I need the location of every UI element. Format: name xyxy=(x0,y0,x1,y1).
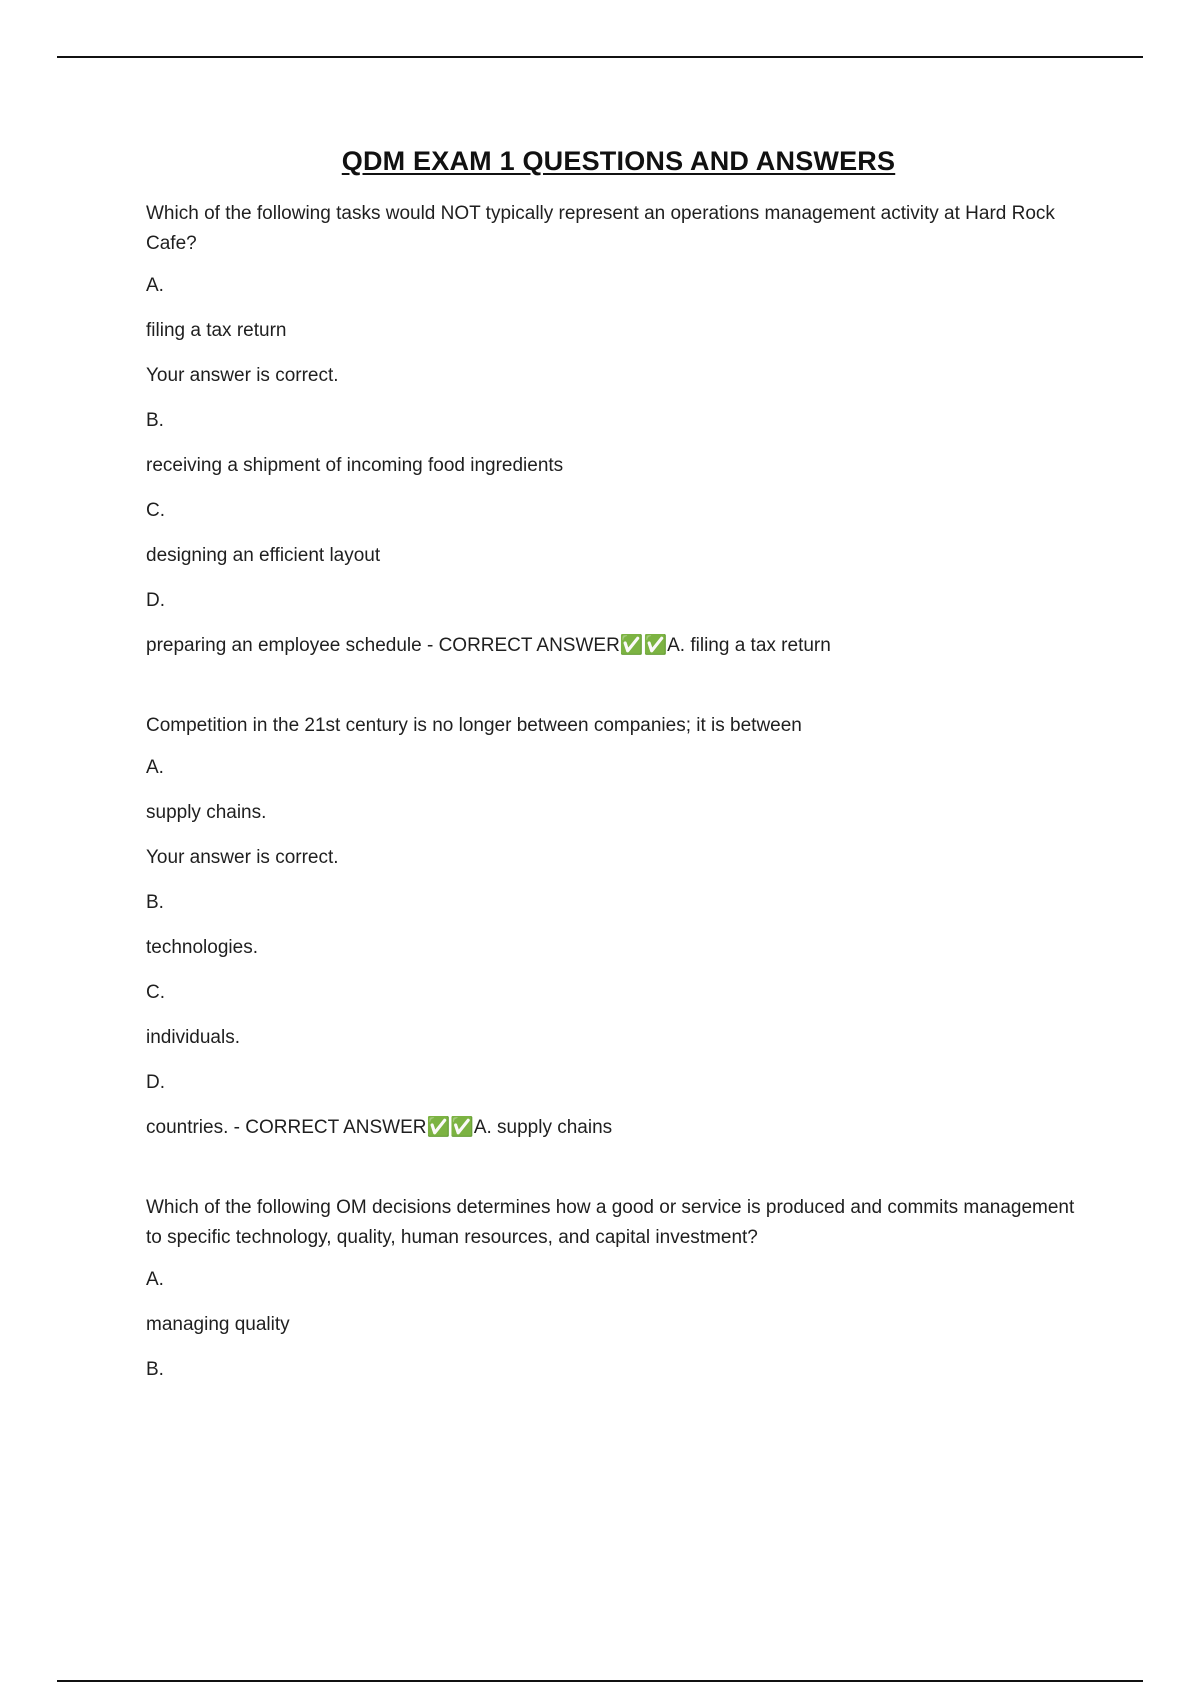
option-letter-b: B. xyxy=(146,892,164,913)
option-letter-c: C. xyxy=(146,500,165,521)
correct-answer-text: A. supply chains xyxy=(473,1117,613,1138)
option-letter-a: A. xyxy=(146,1269,164,1290)
option-text-a: managing quality xyxy=(146,1314,290,1335)
question-block-3 xyxy=(146,1193,1091,1382)
option-text-b: receiving a shipment of incoming food ingredients xyxy=(146,455,564,476)
option-text-c: designing an efficient layout xyxy=(146,545,381,566)
document-body xyxy=(146,146,1091,1403)
option-letter-c: C. xyxy=(146,982,165,1003)
option-text-b: technologies. xyxy=(146,937,258,958)
option-letter-d: D. xyxy=(146,590,165,611)
question-text: Competition in the 21st century is no longer between companies; it is between xyxy=(146,715,802,736)
option-text-d-with-label: preparing an employee schedule - CORRECT ANSWER xyxy=(146,635,620,656)
correct-answer-line xyxy=(146,634,1091,658)
correct-answer-line xyxy=(146,1116,1091,1140)
option-text-a: filing a tax return xyxy=(146,320,287,341)
question-block-1 xyxy=(146,199,1091,658)
option-letter-a: A. xyxy=(146,757,164,778)
option-text-d-with-label: countries. - CORRECT ANSWER xyxy=(146,1117,427,1138)
check-mark-icon: ✅✅ xyxy=(426,1117,474,1138)
option-letter-b: B. xyxy=(146,1359,164,1380)
footer-rule xyxy=(57,1680,1143,1682)
question-block-2 xyxy=(146,711,1091,1140)
check-mark-icon: ✅✅ xyxy=(619,635,668,656)
document-title: QDM EXAM 1 QUESTIONS AND ANSWERS xyxy=(341,146,896,176)
option-text-c: individuals. xyxy=(146,1027,240,1048)
feedback-text: Your answer is correct. xyxy=(146,847,339,868)
question-text: Which of the following OM decisions determines how a good or service is produced and commits management to specific technology, quality, human resources, and capital investment? xyxy=(146,1197,1075,1248)
option-letter-b: B. xyxy=(146,410,164,431)
question-text: Which of the following tasks would NOT typically represent an operations management activity at Hard Rock Cafe? xyxy=(146,203,1055,254)
option-letter-a: A. xyxy=(146,275,164,296)
header-rule xyxy=(57,56,1143,58)
correct-answer-text: A. filing a tax return xyxy=(667,635,831,656)
feedback-text: Your answer is correct. xyxy=(146,365,339,386)
option-text-a: supply chains. xyxy=(146,802,267,823)
option-letter-d: D. xyxy=(146,1072,165,1093)
